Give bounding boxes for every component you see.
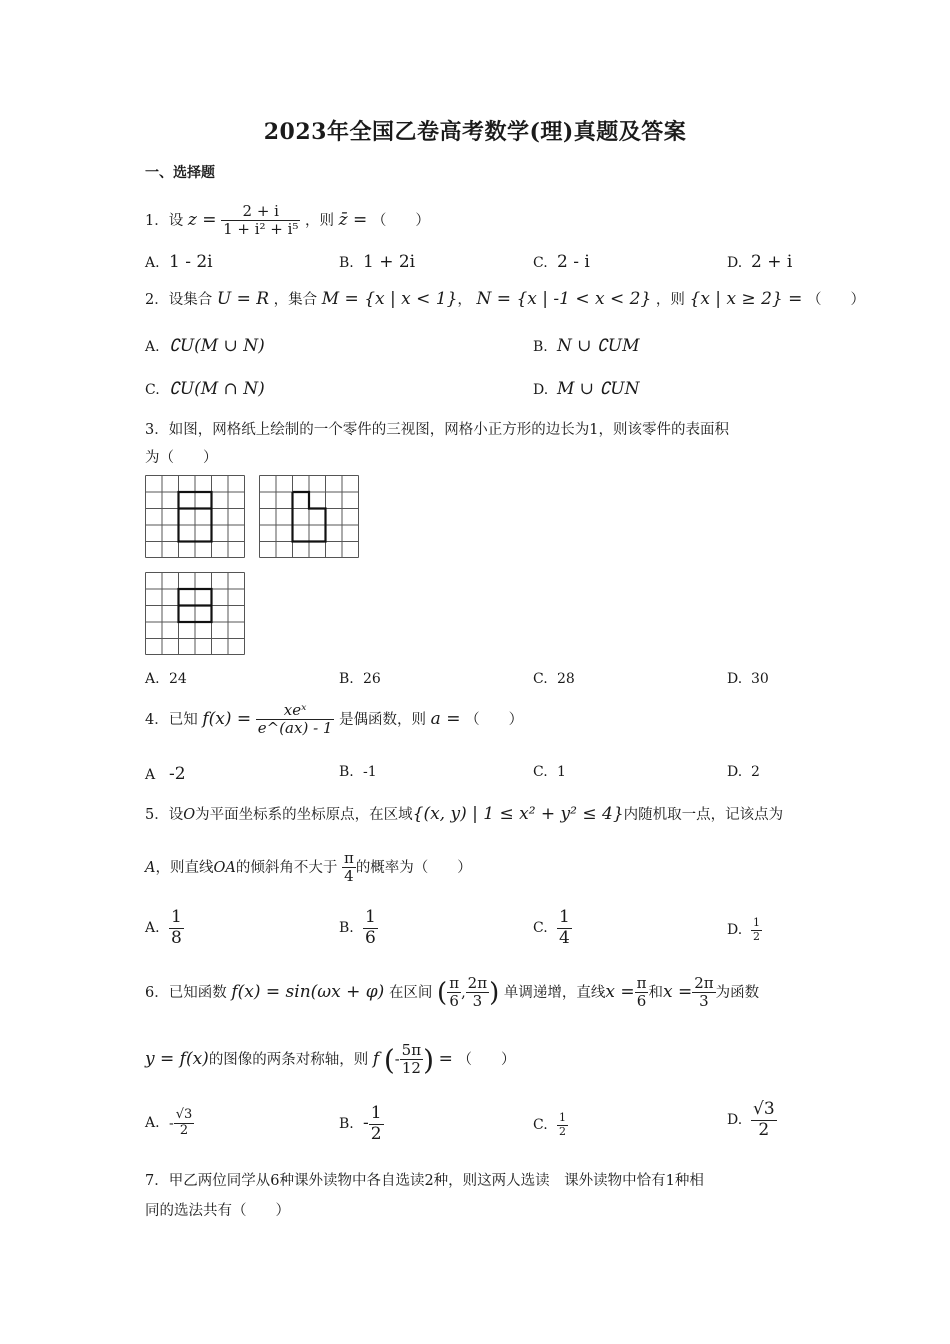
option-label: B. — [339, 764, 354, 780]
q2-option-a[interactable] — [145, 336, 265, 356]
q6-interval-start-num: π — [449, 974, 460, 992]
q2-set-n: N = {x | -1 < x < 2} — [476, 289, 652, 309]
question-7-line-2: 同的选法共有（ ） — [145, 1203, 290, 1219]
option-label: B. — [339, 671, 354, 687]
q6-line-1-den: 6 — [636, 992, 647, 1011]
q1-option-a[interactable] — [145, 252, 213, 272]
q6-answer-paren: （ ） — [457, 1051, 516, 1068]
option-numerator: 1 — [559, 1111, 566, 1124]
q6-arg-sign: - — [394, 1051, 400, 1068]
option-label: C. — [533, 671, 548, 687]
option-text: 24 — [169, 671, 187, 687]
q4-fraction — [256, 702, 335, 738]
page-title: 2023年全国乙卷高考数学(理)真题及答案 — [263, 119, 687, 145]
option-label: B. — [533, 339, 548, 355]
option-fraction — [751, 1100, 777, 1140]
q4-lhs: f(x) = — [202, 708, 252, 729]
question-5-line-2 — [145, 850, 472, 886]
q4-option-c[interactable] — [533, 764, 566, 780]
q5-line-oa: OA — [213, 859, 236, 876]
option-label: A. — [145, 255, 160, 271]
q6-arg-left-paren: ( — [383, 1043, 395, 1077]
q6-text-3: 和 — [648, 984, 663, 1001]
q6-line-2: x = — [662, 981, 693, 1002]
q6-arg-right-paren: ) — [423, 1043, 435, 1077]
q2-option-c[interactable] — [145, 379, 265, 399]
q6-text-2: 单调递增，直线 — [503, 984, 606, 1001]
question-3-line-1: 3．如图，网格纸上绘制的一个零件的三视图，网格小正方形的边长为1，则该零件的表面积 — [145, 422, 729, 438]
q1-option-c[interactable] — [533, 252, 590, 272]
option-fraction — [174, 1108, 195, 1139]
question-5-line-1 — [145, 803, 783, 824]
option-text: M ∪ ∁UN — [557, 379, 640, 399]
option-text: -2 — [169, 764, 186, 784]
q4-prefix: 4．已知 — [145, 711, 198, 728]
q5-pi-denominator: 4 — [344, 867, 354, 886]
q6-interval-end-den: 3 — [472, 992, 483, 1011]
option-label: C. — [533, 764, 548, 780]
option-text: 1 - 2i — [169, 252, 213, 272]
option-numerator: 1 — [559, 907, 570, 927]
option-label: C. — [533, 1117, 548, 1134]
option-label: A. — [145, 920, 160, 937]
option-label: A. — [145, 671, 160, 687]
option-denominator: 2 — [179, 1122, 189, 1138]
q3-option-d[interactable] — [727, 671, 769, 687]
option-label: A. — [145, 1115, 160, 1132]
q2-option-b[interactable] — [533, 336, 639, 356]
q6-line-2-num: 2π — [694, 974, 714, 992]
option-sign: - — [363, 1113, 369, 1134]
q1-rhs: z̄ = — [338, 209, 368, 230]
question-3-line-2: 为（ ） — [145, 450, 218, 466]
q5-text-2: 内随机取一点，记该点为 — [623, 807, 784, 823]
q6-function-y: y = f(x) — [145, 1048, 209, 1069]
option-fraction — [363, 908, 378, 948]
q6-arg-den: 12 — [401, 1059, 421, 1078]
q2-set-m: M = {x | x < 1} — [321, 289, 458, 309]
option-label: B. — [339, 920, 354, 937]
q5-text-4: 的倾斜角不大于 — [235, 859, 338, 876]
q6-left-paren: ( — [437, 977, 448, 1008]
q1-option-b[interactable] — [339, 252, 415, 272]
option-numerator: √3 — [753, 1099, 775, 1119]
option-numerator: 1 — [171, 907, 182, 927]
q2-text: ，集合 — [273, 292, 318, 308]
question-2: 2．设集合 U = R ，集合 M = {x | x < 1}， N = {x | -1 < x < 2} ，则 {x | x ≥ 2} = （ ） — [145, 289, 865, 309]
q6-interval-end-num: 2π — [467, 974, 488, 992]
q4-option-a[interactable] — [145, 764, 186, 784]
q4-option-b[interactable] — [339, 764, 377, 780]
option-numerator: 1 — [370, 1103, 382, 1123]
question-1 — [145, 203, 430, 239]
q6-line-2-den: 3 — [699, 992, 709, 1011]
q6-line-1: x = — [605, 981, 635, 1002]
option-denominator: 6 — [365, 927, 376, 948]
question-7-line-1: 7．甲乙两位同学从6种课外读物中各自选读2种，则这两人选读 课外读物中恰有1种相 — [145, 1173, 704, 1189]
option-fraction — [369, 1104, 384, 1144]
q6-f: f — [372, 1048, 380, 1069]
q6-interval-start-den: 6 — [449, 992, 459, 1011]
top-view-grid — [145, 572, 245, 655]
q2-universe: U = R — [216, 289, 270, 309]
option-denominator: 2 — [370, 1123, 382, 1144]
q5-text: 为平面坐标系的坐标原点，在区域 — [195, 807, 413, 823]
section-heading: 一、选择题 — [145, 165, 215, 181]
q3-option-c[interactable] — [533, 671, 575, 687]
option-label: D. — [727, 1112, 743, 1129]
q4-variable: a = — [430, 708, 461, 729]
q5-origin: O — [183, 807, 196, 823]
option-label: A. — [145, 339, 160, 355]
option-denominator: 2 — [559, 1124, 566, 1138]
option-text: 2 - i — [557, 252, 590, 272]
option-fraction — [751, 917, 762, 943]
q5-text-5: 的概率为（ ） — [355, 859, 472, 876]
q5-prefix: 5．设 — [145, 807, 184, 823]
q5-option-b[interactable] — [339, 908, 378, 948]
option-label: C. — [533, 920, 548, 937]
option-label: A — [145, 767, 156, 783]
q4-option-d[interactable] — [727, 764, 760, 780]
q6-option-c[interactable] — [533, 1112, 568, 1138]
option-label: D. — [727, 764, 743, 780]
q6-option-d[interactable] — [727, 1100, 777, 1140]
q6-option-a[interactable] — [145, 1108, 194, 1139]
q1-answer-paren: （ ） — [371, 212, 430, 229]
q2-target-set: {x | x ≥ 2} = — [689, 289, 803, 309]
q6-line-1-num: π — [636, 974, 647, 992]
option-text: -1 — [363, 764, 377, 780]
q6-arg-fraction — [400, 1042, 423, 1078]
q6-equals: = — [438, 1048, 453, 1069]
option-text: ∁U(M ∪ N) — [169, 336, 265, 356]
option-fraction — [557, 908, 572, 948]
option-label: D. — [533, 382, 549, 398]
q6-right-paren: ) — [489, 977, 500, 1008]
option-denominator: 4 — [559, 927, 570, 948]
q6-text: 在区间 — [388, 984, 433, 1001]
q2-prefix: 2．设集合 — [145, 292, 213, 308]
q5-pi-numerator: π — [343, 849, 354, 867]
option-text: 1 + 2i — [363, 252, 416, 272]
q5-option-c[interactable] — [533, 908, 572, 948]
q6-arg-num: 5π — [401, 1041, 422, 1059]
option-denominator: 8 — [171, 927, 182, 948]
option-sign: - — [169, 1115, 174, 1132]
q2-option-d[interactable] — [533, 379, 639, 399]
q6-interval-end — [466, 975, 489, 1011]
q6-prefix: 6．已知函数 — [145, 984, 227, 1001]
option-fraction — [557, 1112, 568, 1138]
q1-fraction — [221, 203, 300, 239]
q1-denominator: 1 + i² + i⁵ — [223, 220, 299, 239]
option-text: 28 — [557, 671, 575, 687]
q5-angle-fraction — [342, 850, 356, 886]
q4-answer-paren: （ ） — [465, 711, 524, 728]
q5-point-a: A — [145, 859, 156, 876]
option-numerator: 1 — [365, 907, 376, 927]
option-label: D. — [727, 255, 743, 271]
option-text: 26 — [363, 671, 381, 687]
q1-lhs: z = — [187, 209, 217, 230]
option-numerator: 1 — [753, 916, 760, 929]
question-6-line-1: 6．已知函数 f(x) = sin(ωx + φ) 在区间 ( $\frac{\pi}{6}$ , $\frac{2\pi}{3}$ ) 单调递增，直线x = $\frac{\pi}{6}$ 和x = $\frac{2\pi}{3}$ 为函数 — [145, 974, 760, 1011]
q1-numerator: 2 + i — [221, 203, 300, 221]
q4-text: 是偶函数，则 — [339, 711, 427, 728]
option-label: C. — [533, 255, 548, 271]
q3-option-a[interactable] — [145, 671, 187, 687]
option-label: B. — [339, 1116, 354, 1133]
option-text: 2 — [751, 764, 760, 780]
q6-text-4: 为函数 — [715, 984, 760, 1001]
q4-numerator: xeˣ — [256, 702, 335, 720]
q1-option-d[interactable] — [727, 252, 792, 272]
q6-interval-start — [447, 975, 461, 1011]
option-label: C. — [145, 382, 160, 398]
q5-text-3: ，则直线 — [155, 859, 214, 876]
q2-text-2: ，则 — [655, 292, 685, 308]
option-text: N ∪ ∁UM — [557, 336, 640, 356]
option-denominator: 2 — [753, 929, 760, 943]
option-denominator: 2 — [758, 1119, 770, 1140]
q1-middle: ，则 — [305, 212, 335, 229]
option-label: D. — [727, 671, 743, 687]
q2-answer-paren: （ ） — [806, 292, 865, 308]
q4-denominator: e^(ax) - 1 — [257, 719, 333, 738]
q6-line-2-value — [692, 975, 715, 1011]
side-view-grid — [259, 475, 359, 558]
q6-function: f(x) = sin(ωx + φ) — [231, 981, 385, 1002]
q3-option-b[interactable] — [339, 671, 381, 687]
q5-option-a[interactable] — [145, 908, 184, 948]
front-view-grid — [145, 475, 245, 558]
option-text: 2 + i — [751, 252, 793, 272]
option-text: 30 — [751, 671, 769, 687]
option-label: D. — [727, 922, 743, 939]
q6-line-1-value — [635, 975, 649, 1011]
option-fraction — [169, 908, 184, 948]
question-6-line-2 — [145, 1042, 515, 1078]
option-label: B. — [339, 255, 354, 271]
q6-option-b[interactable] — [339, 1104, 384, 1144]
option-text: ∁U(M ∩ N) — [169, 379, 265, 399]
q1-prefix: 1．设 — [145, 212, 184, 229]
q6-text-5: 的图像的两条对称轴，则 — [208, 1051, 369, 1068]
q5-option-d[interactable] — [727, 917, 762, 943]
q5-region: {(x, y) | 1 ≤ x² + y² ≤ 4} — [412, 804, 624, 824]
question-4 — [145, 702, 523, 738]
option-text: 1 — [557, 764, 566, 780]
option-numerator: √3 — [175, 1107, 193, 1122]
